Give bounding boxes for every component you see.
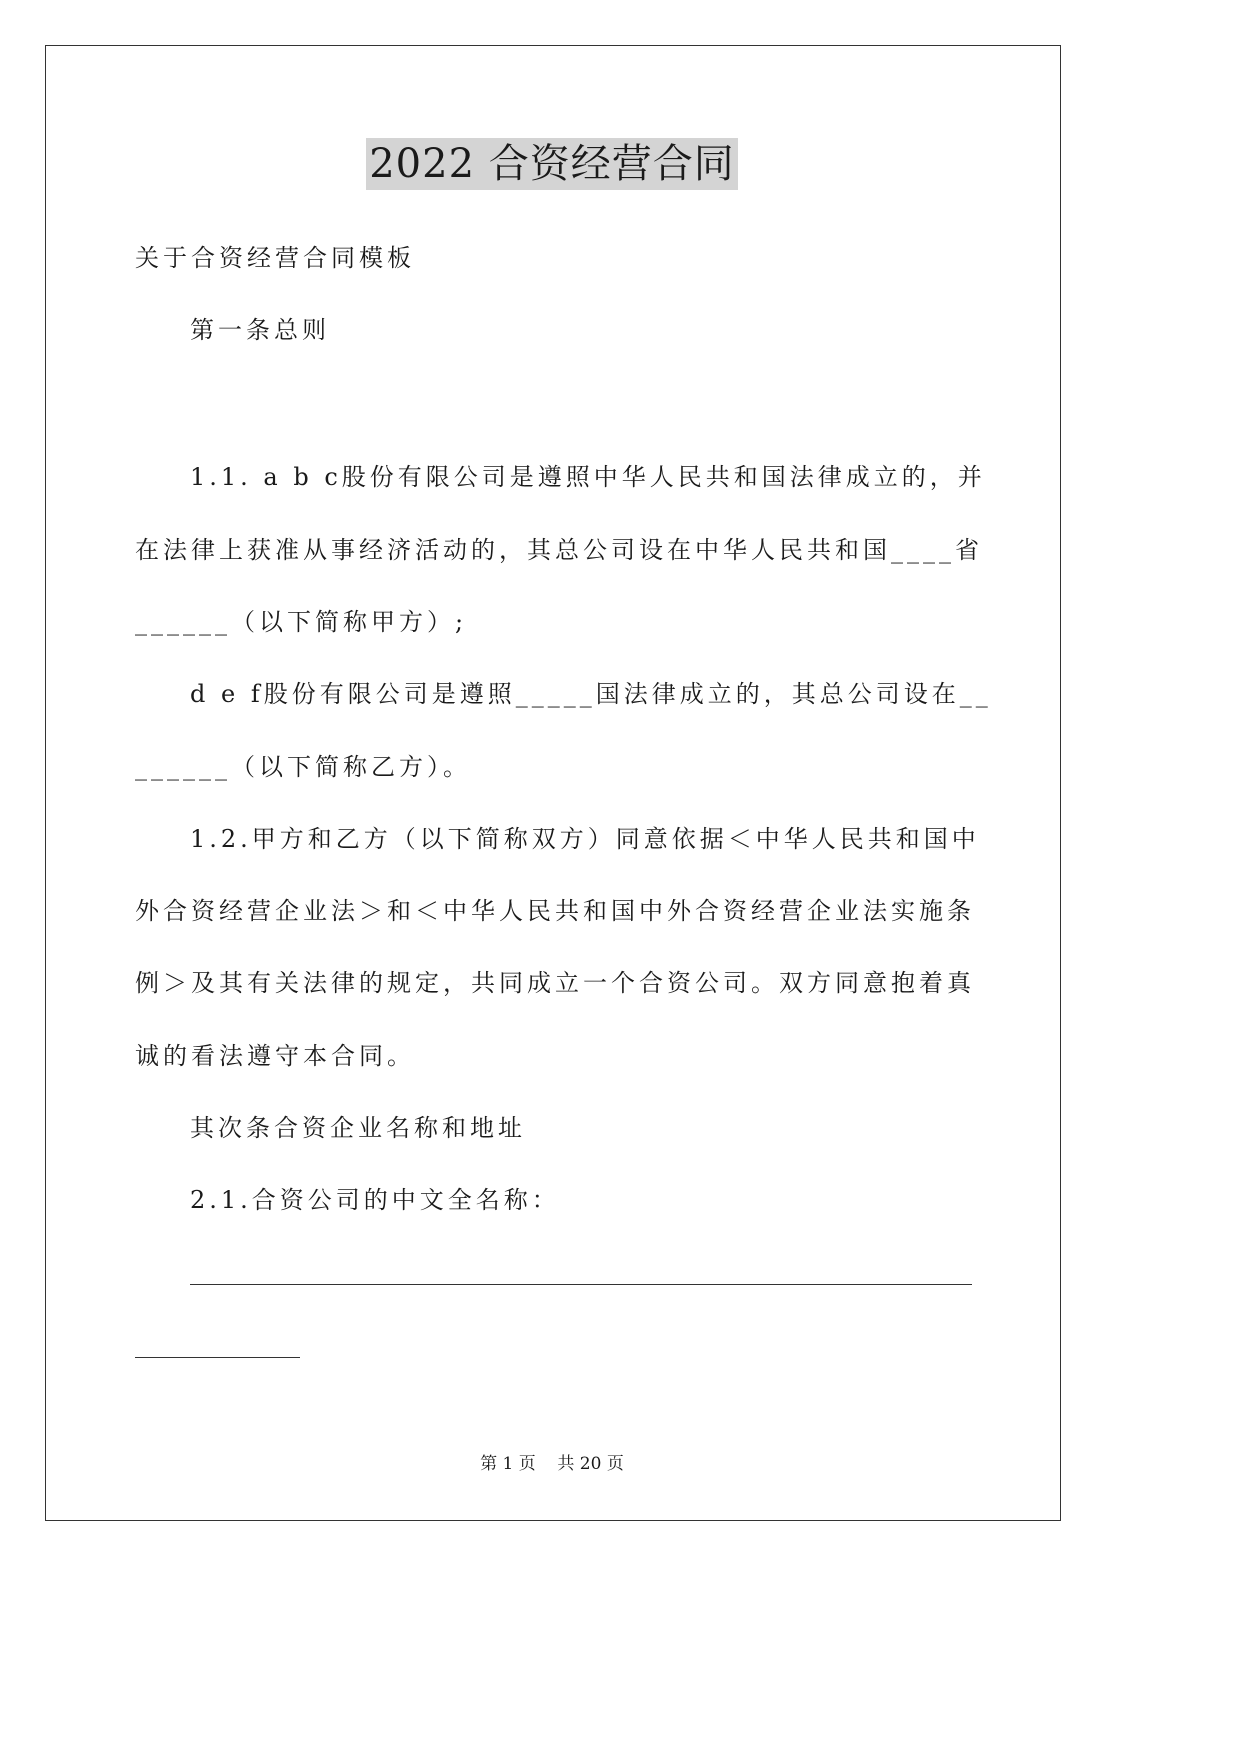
fill-in-blank-line: [135, 1357, 300, 1358]
paragraph-line: 在法律上获准从事经济活动的，其总公司设在中华人民共和国____省: [135, 536, 983, 564]
paragraph-line: 外合资经营企业法＞和＜中华人民共和国中外合资经营企业法实施条: [135, 897, 975, 925]
paragraph-line: 1.1. a b c股份有限公司是遵照中华人民共和国法律成立的，并: [190, 463, 986, 491]
paragraph-line: 例＞及其有关法律的规定，共同成立一个合资公司。双方同意抱着真: [135, 969, 975, 997]
document-title: 2022 合资经营合同: [366, 138, 738, 190]
paragraph-line: 2.1.合资公司的中文全名称：: [190, 1186, 560, 1214]
paragraph-line: ______（以下简称甲方）;: [135, 608, 468, 636]
paragraph-line: 诚的看法遵守本合同。: [135, 1042, 415, 1070]
page-number: 第 1 页 共 20 页: [480, 1454, 624, 1474]
paragraph-line: ______（以下简称乙方）。: [135, 753, 471, 781]
article-1-heading: 第一条总则: [190, 316, 330, 344]
article-2-heading: 其次条合资企业名称和地址: [190, 1114, 526, 1142]
paragraph-line: 1.2.甲方和乙方（以下简称双方）同意依据＜中华人民共和国中: [190, 825, 980, 853]
title-container: [0, 138, 1104, 190]
fill-in-blank-line: [190, 1284, 972, 1285]
paragraph-line: d e f股份有限公司是遵照_____国法律成立的，其总公司设在__: [190, 680, 992, 708]
document-subtitle: 关于合资经营合同模板: [135, 244, 415, 272]
